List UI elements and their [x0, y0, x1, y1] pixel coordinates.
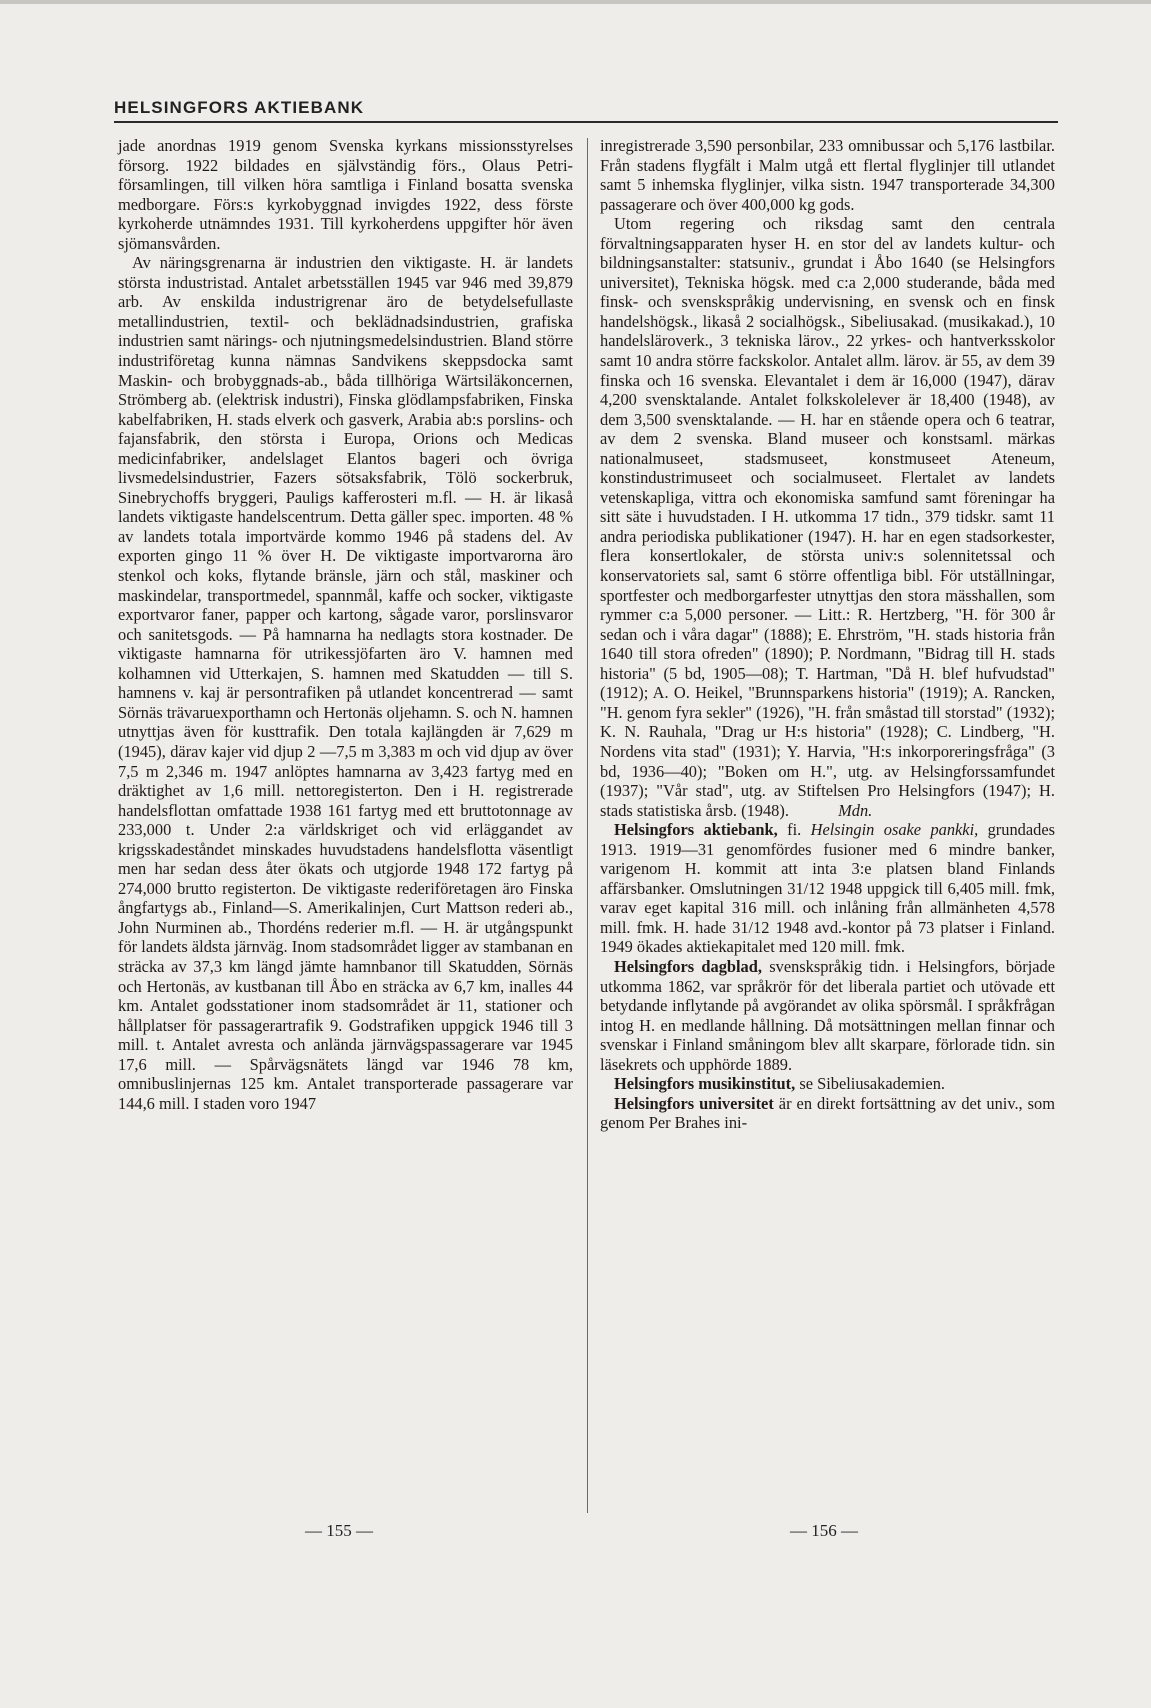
- entry-helsingfors-universitet: [600, 1094, 1055, 1133]
- entry-headword: Helsingfors musikinstitut,: [614, 1074, 796, 1094]
- entry-language: fi.: [777, 820, 811, 840]
- entry-helsingfors-dagblad: [600, 957, 1055, 1074]
- entry-headword: Helsingfors universitet: [614, 1093, 774, 1113]
- entry-helsingfors-aktiebank: [600, 820, 1055, 957]
- helsingfors-article-body: Utom regering och riksdag samt den centrala förvaltningsapparaten hyser H. en stor del av landets kultur- och bildningsanstalter: statsuniv., grundat i Åbo 1640 (se Helsingfors universitet), Tekniska högsk. med c:a 2,000 studerande, båda med finsk- och svenskspråkig undervisning, en svensk och en finsk handelshögsk., likaså 2 socialhögsk., Sibeliusakad. (musikakad.), 10 handelsläroverk., 3 tekniska lärov., 22 yrkes- och hantverksskolor samt 10 andra större fackskolor. Antalet allm. lärov. är 55, av dem 39 finska och 16 svenska. Elevantalet i dem är 16,000 (1947), därav 4,200 svensktalande. Antalet folkskolelever är 18,400 (1948), av dem 3,500 svensktalande. — H. har en stående opera och 6 teatrar, av dem 2 svenska. Bland museer och konstsaml. märkas nationalmuseet, stadsmuseet, konstmuseet Ateneum, konstindustrimuseet och socialmuseet. Flertalet av landets vetenskapliga, vittra och ekonomiska samfund samt föreningar ha sitt säte i huvudstaden. I H. utkomma 17 tidn., 379 tidskr. samt 11 andra periodiska publikationer (1947). H. har en egen stadsorkester, flera konsertlokaler, de största univ:s solennitetssal och konservatoriets sal, samt 6 större offentliga bibl. För utställningar, sportfester och medborgarfester utnyttjas den stora mässhallen, som rymmer c:a 5,000 personer. — Litt.: R. Hertzberg, "H. för 300 år sedan och i våra dagar" (1888); E. Ehrström, "H. stads historia från 1640 till stora ofreden" (1890); P. Nordmann, "Bidrag till H. stads historia" (5 bd, 1905—08); T. Hartman, "Då H. blef hufvudstad" (1912); A. O. Heikel, "Brunnsparkens historia" (1919); A. Rancken, "H. genom fyra sekler" (1926), "H. från småstad till storstad" (1932); K. N. Rauhala, "Drag ur H:s historia" (1928); C. Lindberg, "H. Nordens vita stad" (1931); Y. Harvia, "H:s inkorporeringsfråga" (3 bd, 1936—40); "Boken om H.", utg. av Helsingforssamfundet (1937); "Vår stad", utg. av Stiftelsen Pro Helsingfors (1947); H. stads statistiska årsb. (1948).: [600, 214, 1055, 820]
- entry-finnish-name: Helsingin osake pankki,: [810, 820, 979, 840]
- left-paragraph-2: Av näringsgrenarna är industrien den viktigaste. H. är landets största industristad. Antalet arbetsställen 1945 var 946 med 39,879 arb. Av enskilda industrigrenar äro de betydelsefullaste metallindustrien, textil- och beklädnadsindustrien, grafiska industrien samt närings- och njutningsmedelsindustrien. Bland större industriföretag kunna nämnas Sandvikens skeppsdocka samt Maskin- och brobyggnads-ab., båda tillhöriga Wärtsiläkoncernen, Strömberg ab. (elektrisk industri), Finska glödlampsfabriken, Finska kabelfabriken, H. stads elverk och gasverk, Arabia ab:s porslins- och fajansfabrik, den största i Europa, Orions och Medicas medicinfabriker, andelslaget Elantos bageri och övriga livsmedelsindustrier, Fazers sötsaksfabrik, Tölö sockerbruk, Sinebrychoffs bryggeri, Pauligs kafferosteri m.fl. — H. är likaså landets viktigaste handelscentrum. Detta gäller spec. importen. 48 % av landets totala importvärde kommo 1946 på stadens del. Av exporten gingo 11 % över H. De viktigaste importvarorna äro stenkol och koks, flytande bränsle, järn och stål, maskiner och maskindelar, transportmedel, spannmål, kaffe och socker, viktigaste exportvaror faner, papper och kartong, sågade varor, porslinsvaror och sanitetsgods. — På hamnarna ha nedlagts stora kostnader. De viktigaste hamnarna för utrikessjöfarten äro V. hamnen med kolhamnen vid Utterkajen, S. hamnen med Skatudden — till S. hamnens v. kaj är persontrafiken på utlandet koncentrerad — samt Sörnäs trävaruexporthamn och Hertonäs oljehamn. S. och N. hamnen utnyttjas även för kusttrafik. Den totala kajlängden är 7,629 m (1945), därav kajer vid djup 2 —7,5 m 3,383 m och vid djup av över 7,5 m 2,346 m. 1947 anlöptes hamnarna av 3,423 fartyg med en dräktighet av 1,6 mill. nettoregisterton. Den i H. registrerade handelsflottan omfattade 1938 161 fartyg med ett bruttotonnage av 233,000 t. Under 2:a världskriget och vid erläggandet av krigsskadeståndet minskades huvudstadens handelsflotta väsentligt men har sedan dess åter ökats och utgjorde 1948 172 fartyg på 274,000 brutto registerton. De viktigaste rederiföretagen äro Finska ångfartygs ab., Finland—S. Amerikalinjen, Curt Mattson rederi ab., John Nurminen ab., Thordéns rederier m.fl. — H. är utgångspunkt för landets äldsta järnväg. Inom stadsområdet ligger av stambanan en sträcka av 37,3 km längd jämte hamnbanor till Skatudden, Sörnäs och Hertonäs, av kustbanan till Åbo en sträcka av 6,7 km, inalles 44 km. Antalet godsstationer inom stadsområdet är 11, stationer och hållplatser för passagerartrafik 9. Godstrafiken uppgick 1946 till 3 mill. t. Antalet avresta och anlända järnvägspassagerare var 1945 17,6 mill. — Spårvägsnätets längd var 1946 78 km, omnibuslinjernas 125 km. Antalet transporterade passagerare var 144,6 mill. I staden voro 1947: [118, 253, 573, 1113]
- page-number-left: — 155 —: [305, 1521, 373, 1540]
- entry-text: svenskspråkig tidn. i Helsingfors, började utkomma 1862, var språkrör för det liberala partiet och utövade ett betydande inflytande på avgörandet av olika spörsmål. I språkfrågan intog H. en medlande hållning. Då motsättningen mellan finnar och svenskar i Finland småningom blev allt skarpare, förlorade tidn. sin läsekrets och upphörde 1889.: [600, 956, 1056, 1074]
- scan-edge: [0, 0, 1151, 4]
- entry-text: se Sibeliusakademien.: [795, 1074, 945, 1094]
- entry-headword: Helsingfors aktiebank,: [614, 820, 778, 840]
- header-rule: [114, 121, 1058, 123]
- entry-headword: Helsingfors dagblad,: [614, 956, 762, 976]
- running-head: HELSINGFORS AKTIEBANK: [114, 98, 365, 117]
- entry-text: grundades 1913. 1919—31 genomfördes fusioner med 6 mindre banker, varigenom H. kommit att inta 3:e platsen bland Finlands affärsbanker. Omslutningen 31/12 1948 uppgick till 6,405 mill. fmk, varav eget kapital 316 mill. och inlåning från allmänheten 4,578 mill. fmk. H. hade 31/12 1948 avd.-kontor på 73 platser i Finland. 1949 ökades aktiekapitalet med 120 mill. fmk.: [600, 820, 1055, 957]
- entry-text: är en direkt fortsättning av det univ., som genom Per Brahes ini-: [600, 1093, 1055, 1133]
- left-paragraph-1: jade anordnas 1919 genom Svenska kyrkans missionsstyrelses försorg. 1922 bildades en självständig förs., Olaus Petri-församlingen, till vilken höra samtliga i Finland bosatta svenska medborgare. Förs:s kyrkobyggnad invigdes 1922, dess förste kyrkoherde utnämndes 1931. Till kyrkoherdens uppgifter hör även sjömansvården.: [118, 136, 573, 253]
- author-signature: Mdn.: [838, 800, 873, 820]
- page-number-right: — 156 —: [790, 1521, 858, 1540]
- column-divider: [587, 138, 588, 1513]
- entry-helsingfors-musikinstitut: [600, 1074, 1055, 1094]
- left-column: [118, 136, 573, 1113]
- right-paragraph-1: inregistrerade 3,590 personbilar, 233 omnibussar och 5,176 lastbilar. Från stadens flygfält i Malm utgå ett flertal flyglinjer till utlandet samt 5 inhemska flyglinjer, vilka sistn. 1947 transporterade 34,300 passagerare och över 400,000 kg gods.: [600, 136, 1055, 214]
- right-paragraph-2: [600, 214, 1055, 820]
- right-column: [600, 136, 1055, 1133]
